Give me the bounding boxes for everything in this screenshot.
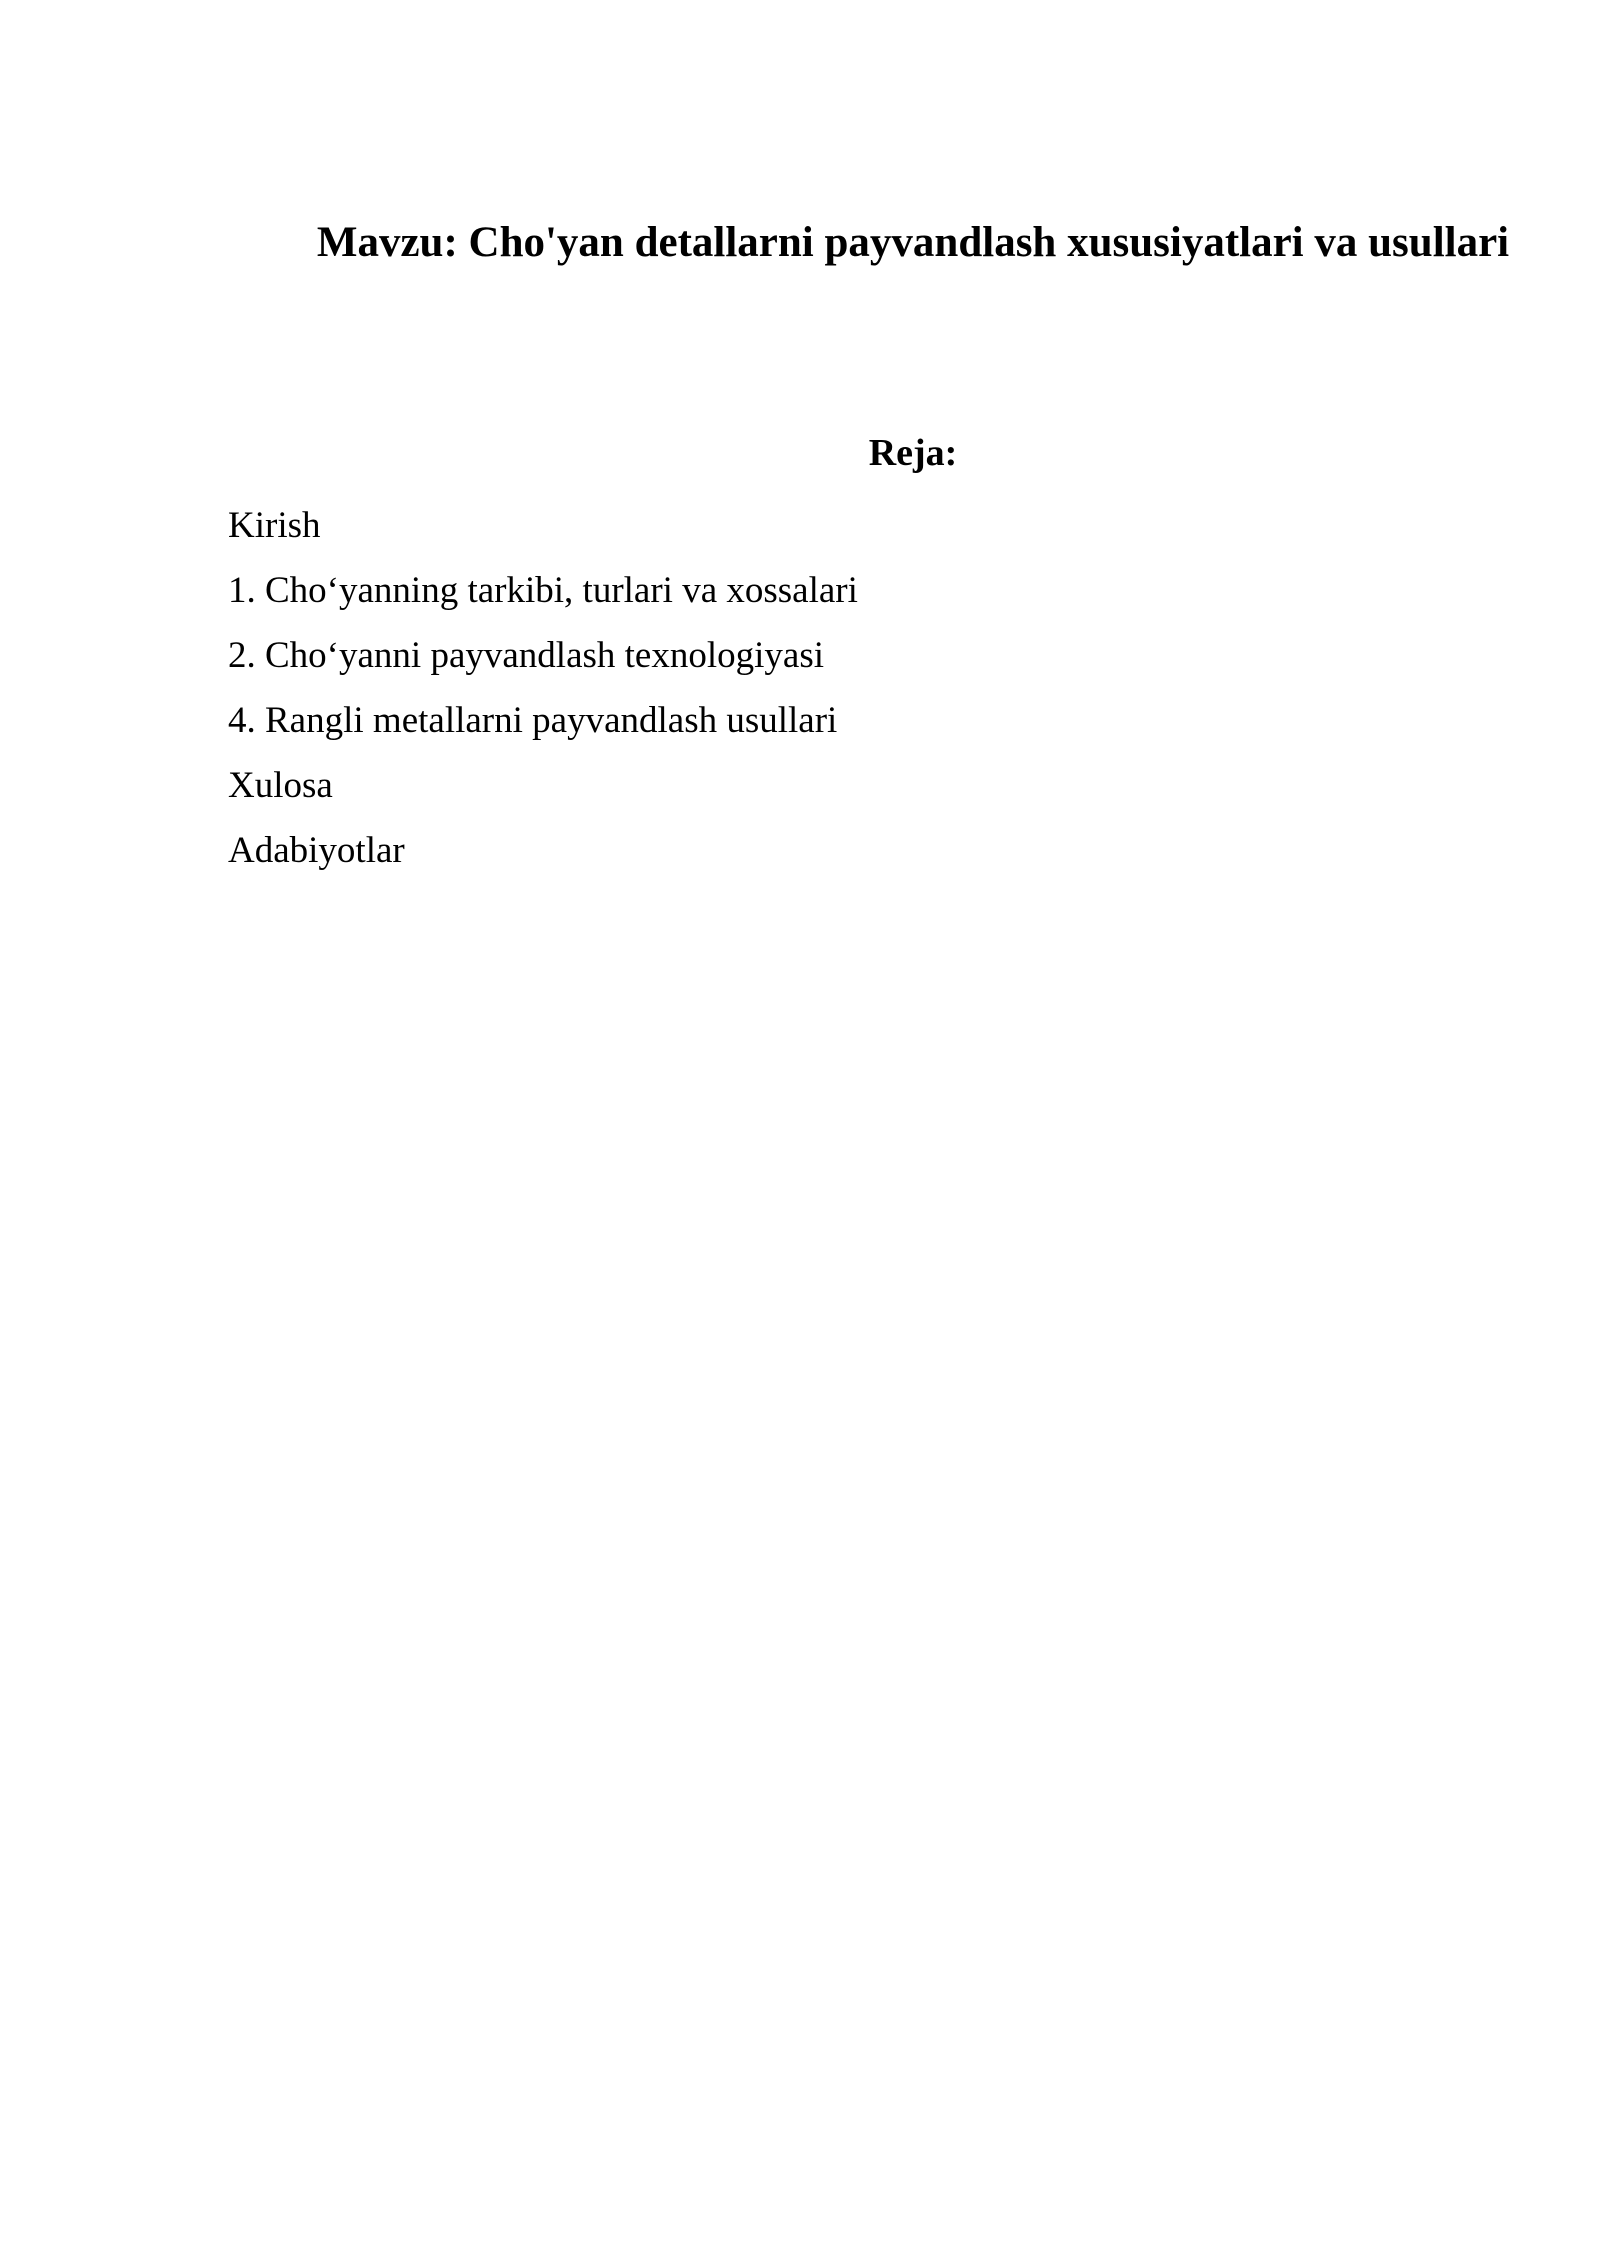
document-title: Mavzu: Cho'yan detallarni payvandlash xususiyatlari va usullari (316, 219, 1510, 266)
plan-heading: Reja: (868, 432, 958, 474)
plan-item-introduction: Kirish (228, 505, 321, 546)
plan-item-4: 4. Rangli metallarni payvandlash usullari (228, 700, 838, 741)
plan-list (228, 493, 858, 883)
plan-item-references: Adabiyotlar (228, 830, 405, 871)
plan-item-2: 2. Cho‘yanni payvandlash texnologiyasi (228, 635, 825, 676)
plan-item-conclusion: Xulosa (228, 765, 333, 806)
plan-item-1: 1. Cho‘yanning tarkibi, turlari va xossalari (228, 570, 858, 611)
